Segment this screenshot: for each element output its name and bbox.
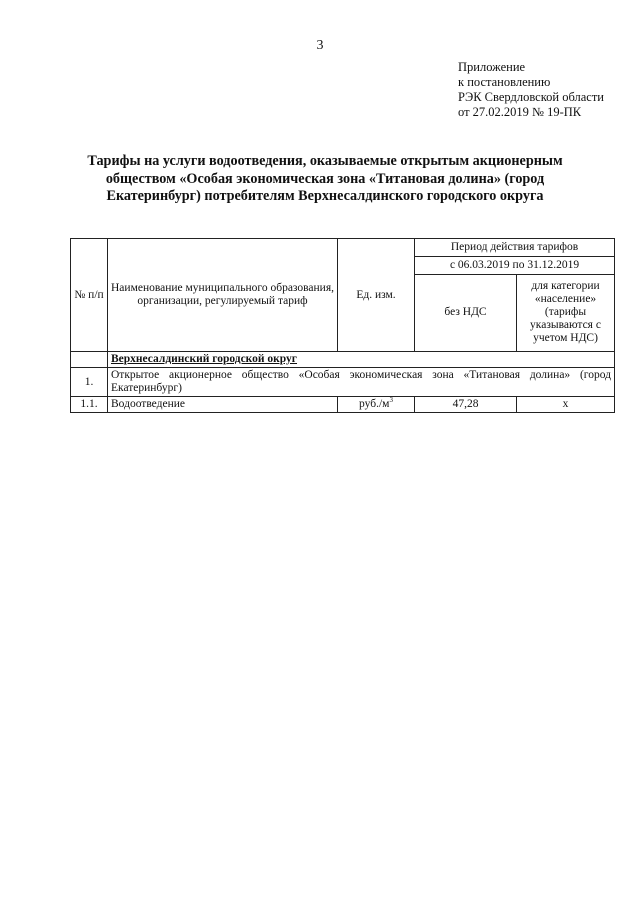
header-unit: Ед. изм. bbox=[338, 239, 415, 352]
table-row bbox=[71, 368, 615, 397]
tariff-table bbox=[70, 238, 615, 413]
header-num: № п/п bbox=[71, 239, 108, 352]
appendix-block bbox=[458, 60, 604, 120]
unit-superscript: 3 bbox=[389, 396, 393, 405]
appendix-line: Приложение bbox=[458, 60, 526, 74]
row-unit bbox=[338, 397, 415, 413]
header-period: Период действия тарифов bbox=[415, 239, 615, 257]
appendix-line: РЭК Свердловской области bbox=[458, 90, 604, 104]
appendix-line: к постановлению bbox=[458, 75, 551, 89]
row-organization: Открытое акционерное общество «Особая экономическая зона «Титановая долина» (город Екатеринбург) bbox=[108, 368, 615, 397]
header-no-vat: без НДС bbox=[415, 274, 517, 351]
header-population: для категории «население» (тарифы указываются с учетом НДС) bbox=[517, 274, 615, 351]
row-value-no-vat: 47,28 bbox=[415, 397, 517, 413]
row-value-population: х bbox=[517, 397, 615, 413]
unit-text: руб./м bbox=[359, 398, 390, 410]
row-num: 1. bbox=[71, 368, 108, 397]
header-name: Наименование муниципального образования, организации, регулируемый тариф bbox=[108, 239, 338, 352]
appendix-line: от 27.02.2019 № 19-ПК bbox=[458, 105, 582, 119]
table-row bbox=[71, 397, 615, 413]
district-num-cell bbox=[71, 352, 108, 368]
header-period-range: с 06.03.2019 по 31.12.2019 bbox=[415, 256, 615, 274]
page-number: 3 bbox=[316, 38, 324, 53]
district-name: Верхнесалдинский городской округ bbox=[108, 352, 615, 368]
document-title: Тарифы на услуги водоотведения, оказываемые открытым акционерным обществом «Особая экономическая зона «Титановая долина» (город Екатеринбург) потребителям Верхнесалдинского городского округа bbox=[87, 153, 563, 204]
row-num: 1.1. bbox=[71, 397, 108, 413]
row-service: Водоотведение bbox=[108, 397, 338, 413]
